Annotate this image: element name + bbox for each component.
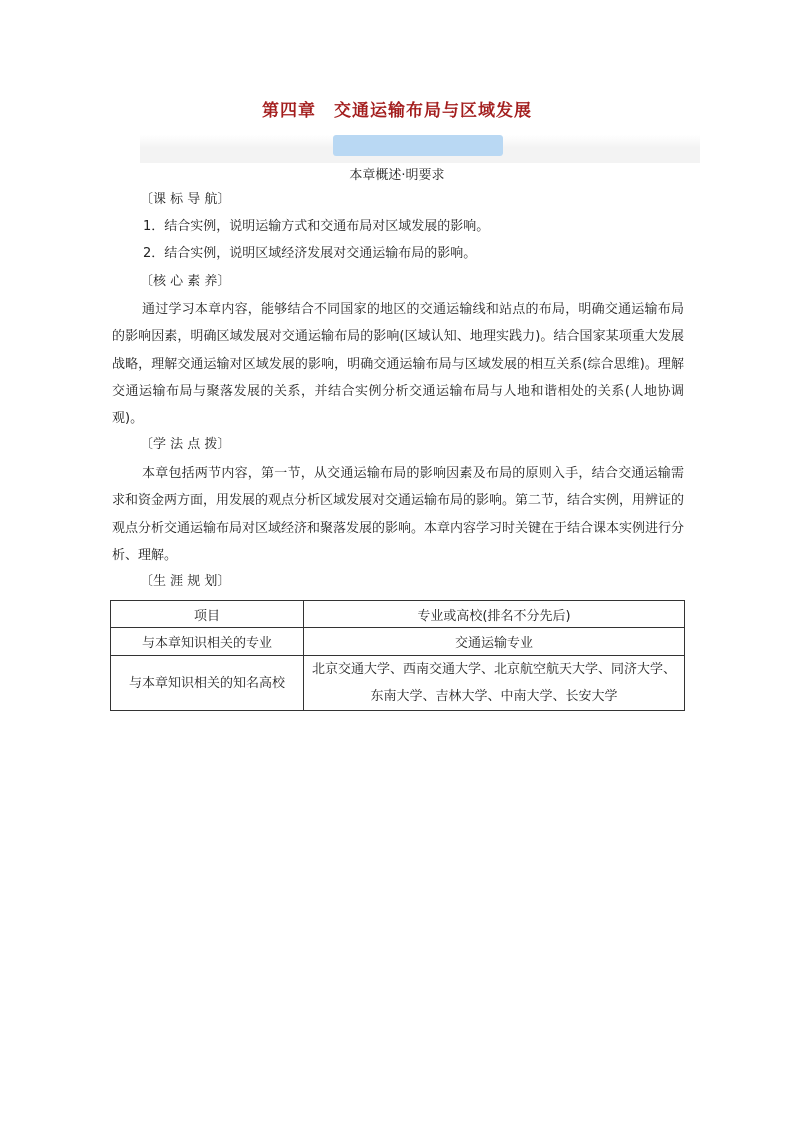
- curriculum-item-1: 1．结合实例，说明运输方式和交通布局对区域发展的影响。: [143, 219, 490, 234]
- table-header-item: 项目: [111, 601, 304, 628]
- table-cell: 与本章知识相关的专业: [111, 628, 304, 656]
- table-cell: 北京交通大学、西南交通大学、北京航空航天大学、同济大学、东南大学、吉林大学、中南大学、长安大学: [304, 656, 685, 711]
- section-tab: [333, 135, 503, 156]
- method-paragraph: 本章包括两节内容，第一节，从交通运输布局的影响因素及布局的原则入手，结合交通运输需求和资金两方面，用发展的观点分析区域发展对交通运输布局的影响。第二节，结合实例，用辨证的观点分析交通运输布局对区域经济和聚落发展的影响。本章内容学习时关键在于结合课本实例进行分析、理解。: [112, 466, 685, 563]
- chapter-title: [0, 96, 794, 121]
- literacy-heading: 〔核 心 素 养〕: [140, 274, 231, 289]
- table-row: [111, 656, 685, 711]
- table-header-schools: 专业或高校(排名不分先后): [304, 601, 685, 628]
- chapter-name: 交通运输布局与区域发展: [334, 101, 532, 121]
- table-row: [111, 628, 685, 656]
- literacy-paragraph: 通过学习本章内容，能够结合不同国家的地区的交通运输线和站点的布局，明确交通运输布局的影响因素，明确区域发展对交通运输布局的影响(区域认知、地理实践力)。结合国家某项重大发展战略，理解交通运输对区域发展的影响，明确交通运输布局与区域发展的相互关系(综合思维)。理解交通运输布局与聚落发展的关系，并结合实例分析交通运输布局与人地和谐相处的关系(人地协调观)。: [112, 302, 684, 427]
- table-cell: 交通运输专业: [304, 628, 685, 656]
- career-table: [110, 600, 685, 711]
- table-cell: 与本章知识相关的知名高校: [111, 656, 304, 711]
- overview-label: 本章概述·明要求: [349, 168, 445, 183]
- career-heading: 〔生 涯 规 划〕: [140, 574, 231, 589]
- curriculum-item-2: 2．结合实例，说明区域经济发展对交通运输布局的影响。: [143, 246, 477, 261]
- table-header-row: [111, 601, 685, 628]
- curriculum-heading: 〔课 标 导 航〕: [140, 192, 231, 207]
- chapter-number: 第四章: [262, 101, 316, 121]
- method-heading: 〔学 法 点 拨〕: [140, 437, 231, 452]
